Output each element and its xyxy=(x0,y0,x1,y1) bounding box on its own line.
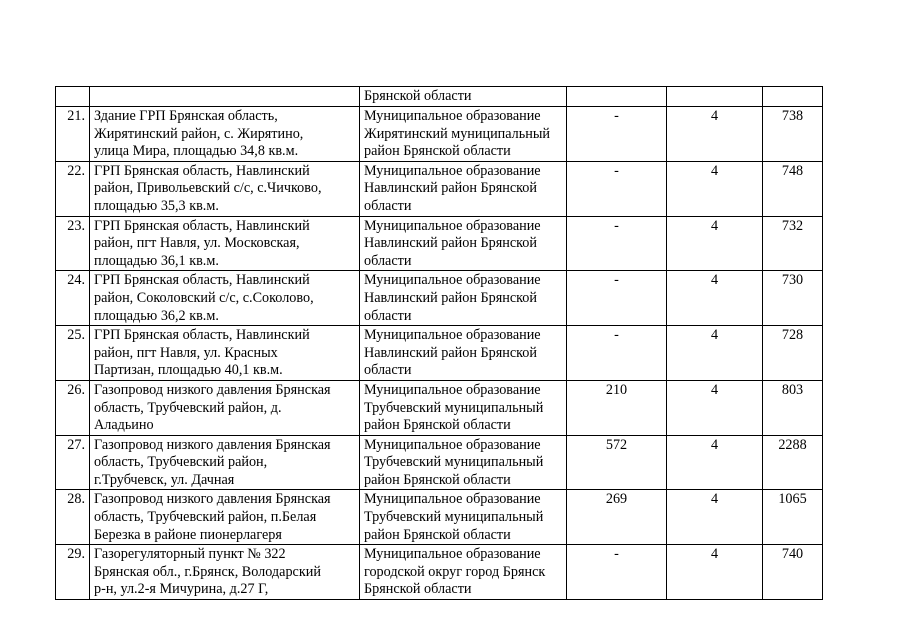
owner-cell: Муниципальное образование Навлинский район Брянской области xyxy=(360,161,567,216)
description-cell: Здание ГРП Брянская область, Жирятинский район, с. Жирятино, улица Мира, площадью 34,8 кв.м. xyxy=(90,107,360,162)
value-cell: 738 xyxy=(763,107,823,162)
description-cell: Газопровод низкого давления Брянская область, Трубчевский район, д. Аладьино xyxy=(90,380,360,435)
length-cell: 269 xyxy=(567,490,667,545)
owner-cell: Муниципальное образование Навлинский район Брянской области xyxy=(360,326,567,381)
category-cell: 4 xyxy=(667,271,763,326)
category-cell: 4 xyxy=(667,326,763,381)
row-number-cell: 28. xyxy=(56,490,90,545)
length-cell: - xyxy=(567,326,667,381)
table-row xyxy=(56,161,823,216)
table-row xyxy=(56,380,823,435)
value-cell xyxy=(763,87,823,107)
row-number-cell: 23. xyxy=(56,216,90,271)
owner-cell: Брянской области xyxy=(360,87,567,107)
value-cell: 732 xyxy=(763,216,823,271)
row-number-cell: 21. xyxy=(56,107,90,162)
length-cell: - xyxy=(567,161,667,216)
category-cell: 4 xyxy=(667,107,763,162)
category-cell: 4 xyxy=(667,490,763,545)
value-cell: 1065 xyxy=(763,490,823,545)
table-row xyxy=(56,216,823,271)
row-number-cell: 24. xyxy=(56,271,90,326)
property-registry-table xyxy=(55,86,823,600)
description-cell: Газопровод низкого давления Брянская область, Трубчевский район, г.Трубчевск, ул. Дачная xyxy=(90,435,360,490)
category-cell: 4 xyxy=(667,545,763,600)
value-cell: 728 xyxy=(763,326,823,381)
length-cell: - xyxy=(567,271,667,326)
length-cell: - xyxy=(567,107,667,162)
value-cell: 730 xyxy=(763,271,823,326)
owner-cell: Муниципальное образование Жирятинский муниципальный район Брянской области xyxy=(360,107,567,162)
length-cell: - xyxy=(567,545,667,600)
table-row xyxy=(56,326,823,381)
row-number-cell: 22. xyxy=(56,161,90,216)
length-cell: 210 xyxy=(567,380,667,435)
value-cell: 740 xyxy=(763,545,823,600)
row-number-cell xyxy=(56,87,90,107)
value-cell: 2288 xyxy=(763,435,823,490)
category-cell: 4 xyxy=(667,380,763,435)
owner-cell: Муниципальное образование Трубчевский муниципальный район Брянской области xyxy=(360,435,567,490)
owner-cell: Муниципальное образование Навлинский район Брянской области xyxy=(360,271,567,326)
table-row xyxy=(56,545,823,600)
category-cell: 4 xyxy=(667,435,763,490)
description-cell: ГРП Брянская область, Навлинский район, Привольевский с/с, с.Чичково, площадью 35,3 кв.м. xyxy=(90,161,360,216)
description-cell: ГРП Брянская область, Навлинский район, Соколовский с/с, с.Соколово, площадью 36,2 кв.м. xyxy=(90,271,360,326)
owner-cell: Муниципальное образование Трубчевский муниципальный район Брянской области xyxy=(360,490,567,545)
length-cell: 572 xyxy=(567,435,667,490)
table-row xyxy=(56,490,823,545)
continuation-row xyxy=(56,87,823,107)
description-cell: Газопровод низкого давления Брянская область, Трубчевский район, п.Белая Березка в районе пионерлагеря xyxy=(90,490,360,545)
description-cell xyxy=(90,87,360,107)
row-number-cell: 26. xyxy=(56,380,90,435)
category-cell: 4 xyxy=(667,216,763,271)
value-cell: 803 xyxy=(763,380,823,435)
table-row xyxy=(56,271,823,326)
owner-cell: Муниципальное образование Трубчевский муниципальный район Брянской области xyxy=(360,380,567,435)
registry-body xyxy=(56,87,823,600)
length-cell xyxy=(567,87,667,107)
row-number-cell: 29. xyxy=(56,545,90,600)
table-row xyxy=(56,435,823,490)
length-cell: - xyxy=(567,216,667,271)
description-cell: Газорегуляторный пункт № 322 Брянская обл., г.Брянск, Володарский р-н, ул.2-я Мичурина, д.27 Г, xyxy=(90,545,360,600)
table-row xyxy=(56,107,823,162)
description-cell: ГРП Брянская область, Навлинский район, пгт Навля, ул. Московская, площадью 36,1 кв.м. xyxy=(90,216,360,271)
row-number-cell: 25. xyxy=(56,326,90,381)
category-cell: 4 xyxy=(667,161,763,216)
row-number-cell: 27. xyxy=(56,435,90,490)
owner-cell: Муниципальное образование городской округ город Брянск Брянской области xyxy=(360,545,567,600)
owner-cell: Муниципальное образование Навлинский район Брянской области xyxy=(360,216,567,271)
description-cell: ГРП Брянская область, Навлинский район, пгт Навля, ул. Красных Партизан, площадью 40,1 кв.м. xyxy=(90,326,360,381)
category-cell xyxy=(667,87,763,107)
value-cell: 748 xyxy=(763,161,823,216)
